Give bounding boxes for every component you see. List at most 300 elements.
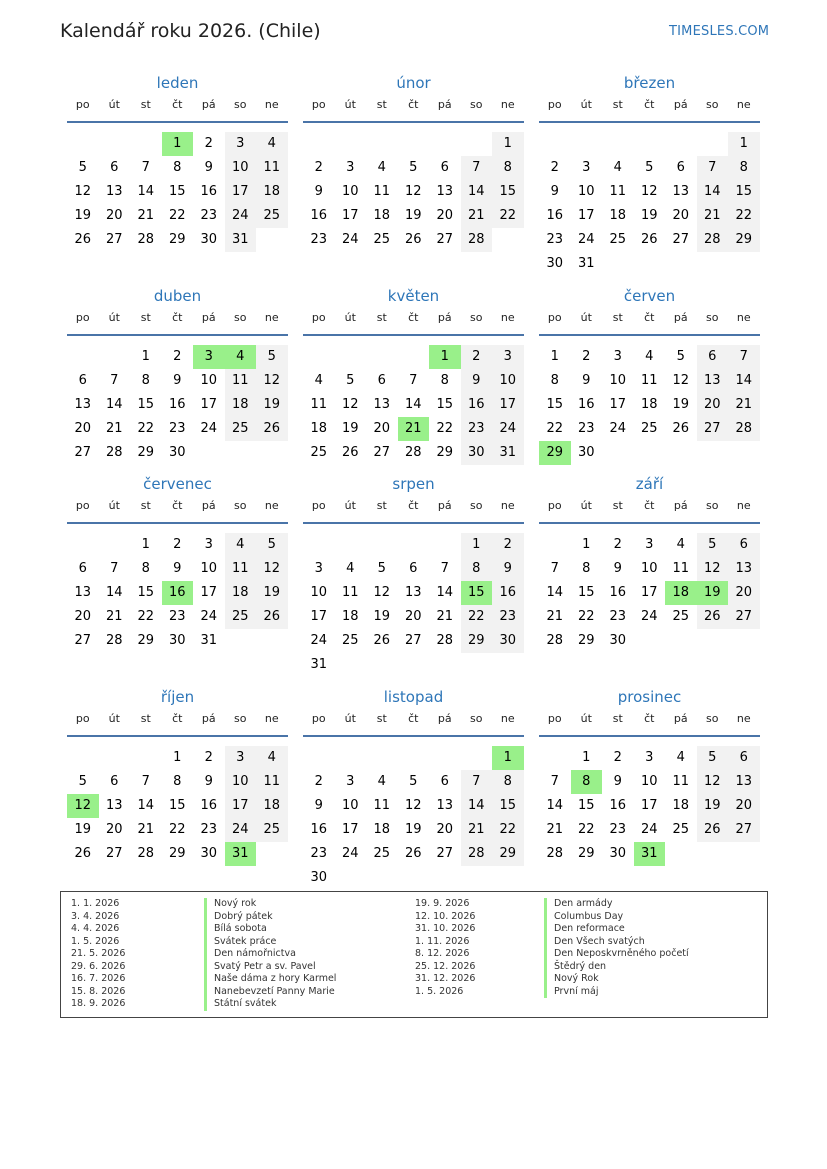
- day-cell: 30: [200, 232, 218, 247]
- day-cell: 11: [609, 184, 627, 199]
- weekday-label: ne: [736, 499, 751, 512]
- day-cell: 1: [582, 750, 591, 765]
- day-cell: 7: [461, 770, 493, 794]
- month-divider: [67, 121, 288, 123]
- weekday-label: čt: [644, 98, 655, 111]
- day-cell: 1: [728, 132, 760, 156]
- weekday-label: so: [706, 98, 719, 111]
- legend-date: 31. 10. 2026: [415, 923, 476, 934]
- day-cell: 14: [105, 397, 123, 412]
- day-cell: 20: [697, 393, 729, 417]
- day-cell: 19: [404, 208, 422, 223]
- weekday-label: ne: [264, 311, 279, 324]
- day-cell: 24: [609, 421, 627, 436]
- day-cell: 9: [492, 557, 524, 581]
- day-cell: 23: [310, 232, 328, 247]
- day-cell: 13: [105, 184, 123, 199]
- day-cell: 4: [676, 750, 685, 765]
- weekday-label: st: [140, 98, 151, 111]
- legend-holiday-name: Nový rok: [204, 898, 256, 911]
- day-cell: 17: [341, 208, 359, 223]
- day-cell: 29: [436, 445, 454, 460]
- day-cell: 7: [440, 561, 449, 576]
- weekday-label: st: [140, 311, 151, 324]
- legend-holiday-name: Den armády: [544, 898, 613, 911]
- day-cell: 24: [640, 822, 658, 837]
- weekday-label: st: [612, 98, 623, 111]
- weekday-label: so: [470, 311, 483, 324]
- day-cell: 8: [492, 770, 524, 794]
- day-cell: 3: [225, 746, 257, 770]
- month-divider: [539, 522, 760, 524]
- day-cell: 23: [200, 822, 218, 837]
- weekday-label: st: [376, 98, 387, 111]
- month-name: březen: [623, 74, 676, 92]
- day-cell: 12: [404, 798, 422, 813]
- month-name: červen: [623, 287, 676, 305]
- day-cell: 22: [492, 204, 524, 228]
- weekday-label: so: [470, 712, 483, 725]
- day-cell: 9: [613, 774, 622, 789]
- day-cell: 8: [173, 774, 182, 789]
- day-cell: 26: [341, 445, 359, 460]
- legend-holiday-name: Štědrý den: [544, 961, 606, 974]
- day-cell: 18: [225, 393, 257, 417]
- day-cell: 17: [640, 798, 658, 813]
- day-cell: 19: [697, 794, 729, 818]
- day-cell: 10: [640, 774, 658, 789]
- weekday-label: pá: [201, 712, 216, 725]
- day-cell: 22: [436, 421, 454, 436]
- day-cell: 25: [373, 846, 391, 861]
- day-cell: 17: [225, 794, 257, 818]
- weekday-label: čt: [172, 499, 183, 512]
- day-cell: 18: [373, 822, 391, 837]
- day-cell: 18: [609, 208, 627, 223]
- legend-holiday-name: Columbus Day: [544, 911, 623, 924]
- day-cell: 10: [341, 184, 359, 199]
- day-cell: 2: [461, 345, 493, 369]
- day-cell: 15: [728, 180, 760, 204]
- weekday-label: so: [470, 98, 483, 111]
- weekday-label: ne: [736, 311, 751, 324]
- weekday-label: st: [612, 311, 623, 324]
- holiday-day-cell: 31: [225, 842, 257, 866]
- day-cell: 20: [728, 794, 760, 818]
- day-cell: 11: [672, 561, 690, 576]
- month-divider: [67, 735, 288, 737]
- weekday-label: pá: [673, 712, 688, 725]
- weekday-label: út: [580, 712, 592, 725]
- day-cell: 27: [436, 846, 454, 861]
- holiday-day-cell: 21: [398, 417, 430, 441]
- legend-holiday-name: Den námořnictva: [204, 948, 296, 961]
- day-cell: 5: [409, 774, 418, 789]
- day-cell: 26: [256, 605, 288, 629]
- page-title: Kalendář roku 2026. (Chile): [60, 20, 321, 42]
- legend-date: 3. 4. 2026: [71, 910, 120, 922]
- weekday-label: po: [311, 712, 326, 725]
- day-cell: 29: [461, 629, 493, 653]
- weekday-label: po: [75, 98, 90, 111]
- day-cell: 28: [546, 846, 564, 861]
- day-cell: 17: [200, 585, 218, 600]
- day-cell: 28: [137, 846, 155, 861]
- day-cell: 8: [141, 373, 150, 388]
- legend-holiday-name: Naše dáma z hory Karmel: [204, 973, 336, 986]
- legend-date: 21. 5. 2026: [71, 948, 126, 959]
- day-cell: 25: [341, 633, 359, 648]
- day-cell: 6: [110, 774, 119, 789]
- weekday-label: pá: [201, 311, 216, 324]
- legend-date: 1. 5. 2026: [415, 985, 464, 997]
- day-cell: 2: [173, 349, 182, 364]
- day-cell: 22: [577, 609, 595, 624]
- weekday-label: so: [234, 712, 247, 725]
- weekday-label: po: [311, 499, 326, 512]
- day-cell: 26: [404, 846, 422, 861]
- legend-date: 19. 9. 2026: [415, 898, 470, 909]
- day-cell: 25: [225, 605, 257, 629]
- month-divider: [303, 334, 524, 336]
- day-cell: 15: [137, 585, 155, 600]
- weekday-label: st: [612, 712, 623, 725]
- weekday-label: pá: [673, 311, 688, 324]
- day-cell: 3: [346, 160, 355, 175]
- day-cell: 11: [373, 798, 391, 813]
- brand-logo-text[interactable]: TIMESLES.COM: [669, 24, 770, 39]
- day-cell: 30: [310, 870, 328, 885]
- day-cell: 23: [577, 421, 595, 436]
- legend-holiday-name: Den Neposkvrněného početí: [544, 948, 689, 961]
- weekday-label: pá: [201, 98, 216, 111]
- day-cell: 5: [78, 160, 87, 175]
- day-cell: 22: [577, 822, 595, 837]
- day-cell: 28: [105, 445, 123, 460]
- day-cell: 8: [461, 557, 493, 581]
- day-cell: 28: [105, 633, 123, 648]
- day-cell: 10: [492, 369, 524, 393]
- day-cell: 10: [310, 585, 328, 600]
- day-cell: 19: [373, 609, 391, 624]
- day-cell: 1: [141, 537, 150, 552]
- day-cell: 27: [672, 232, 690, 247]
- day-cell: 15: [546, 397, 564, 412]
- day-cell: 4: [314, 373, 323, 388]
- day-cell: 6: [78, 561, 87, 576]
- day-cell: 15: [492, 794, 524, 818]
- day-cell: 26: [74, 232, 92, 247]
- day-cell: 25: [672, 822, 690, 837]
- legend-holiday-name: Nový Rok: [544, 973, 599, 986]
- month-name: listopad: [383, 688, 444, 706]
- weekday-label: út: [344, 311, 356, 324]
- day-cell: 9: [204, 160, 213, 175]
- day-cell: 19: [640, 208, 658, 223]
- day-cell: 21: [436, 609, 454, 624]
- day-cell: 15: [577, 585, 595, 600]
- day-cell: 6: [377, 373, 386, 388]
- day-cell: 26: [404, 232, 422, 247]
- day-cell: 13: [105, 798, 123, 813]
- day-cell: 30: [168, 633, 186, 648]
- legend-holiday-name: Den Všech svatých: [544, 936, 645, 949]
- day-cell: 1: [141, 349, 150, 364]
- day-cell: 26: [256, 417, 288, 441]
- legend-date: 16. 7. 2026: [71, 973, 126, 984]
- day-cell: 5: [697, 533, 729, 557]
- day-cell: 23: [492, 605, 524, 629]
- holiday-day-cell: 1: [492, 746, 524, 770]
- day-cell: 21: [461, 204, 493, 228]
- day-cell: 2: [613, 537, 622, 552]
- day-cell: 6: [110, 160, 119, 175]
- day-cell: 27: [728, 605, 760, 629]
- legend-holiday-name: Svátek práce: [204, 936, 276, 949]
- day-cell: 22: [168, 208, 186, 223]
- day-cell: 30: [577, 445, 595, 460]
- day-cell: 21: [697, 204, 729, 228]
- weekday-label: st: [376, 712, 387, 725]
- day-cell: 3: [204, 537, 213, 552]
- day-cell: 27: [404, 633, 422, 648]
- day-cell: 21: [105, 609, 123, 624]
- day-cell: 4: [377, 774, 386, 789]
- day-cell: 25: [640, 421, 658, 436]
- month-name: červenec: [143, 475, 212, 493]
- weekday-label: ne: [264, 499, 279, 512]
- day-cell: 19: [672, 397, 690, 412]
- day-cell: 1: [173, 750, 182, 765]
- month-divider: [67, 522, 288, 524]
- day-cell: 12: [74, 184, 92, 199]
- day-cell: 31: [492, 441, 524, 465]
- day-cell: 7: [550, 561, 559, 576]
- day-cell: 13: [373, 397, 391, 412]
- month-name: srpen: [392, 475, 435, 493]
- day-cell: 9: [314, 184, 323, 199]
- day-cell: 20: [105, 208, 123, 223]
- weekday-label: čt: [408, 712, 419, 725]
- day-cell: 26: [697, 818, 729, 842]
- weekday-label: ne: [736, 712, 751, 725]
- day-cell: 3: [314, 561, 323, 576]
- day-cell: 29: [577, 633, 595, 648]
- legend-date: 12. 10. 2026: [415, 910, 476, 922]
- day-cell: 12: [404, 184, 422, 199]
- day-cell: 14: [546, 798, 564, 813]
- legend-date: 25. 12. 2026: [415, 960, 476, 972]
- weekday-label: pá: [437, 712, 452, 725]
- day-cell: 16: [492, 581, 524, 605]
- holiday-day-cell: 18: [665, 581, 697, 605]
- day-cell: 4: [645, 349, 654, 364]
- day-cell: 5: [409, 160, 418, 175]
- legend-date: 31. 12. 2026: [415, 973, 476, 984]
- day-cell: 18: [310, 421, 328, 436]
- day-cell: 2: [204, 750, 213, 765]
- day-cell: 17: [225, 180, 257, 204]
- day-cell: 1: [550, 349, 559, 364]
- legend-date: 1. 5. 2026: [71, 935, 120, 947]
- day-cell: 24: [577, 232, 595, 247]
- day-cell: 23: [200, 208, 218, 223]
- day-cell: 28: [461, 228, 493, 252]
- day-cell: 30: [492, 629, 524, 653]
- legend-holiday-name: Bílá sobota: [204, 923, 267, 936]
- day-cell: 13: [728, 557, 760, 581]
- day-cell: 24: [225, 818, 257, 842]
- day-cell: 12: [697, 557, 729, 581]
- weekday-label: po: [75, 499, 90, 512]
- day-cell: 17: [492, 393, 524, 417]
- day-cell: 23: [609, 609, 627, 624]
- day-cell: 20: [404, 609, 422, 624]
- weekday-label: st: [376, 311, 387, 324]
- holiday-day-cell: 12: [67, 794, 99, 818]
- day-cell: 17: [640, 585, 658, 600]
- day-cell: 13: [728, 770, 760, 794]
- legend-date: 8. 12. 2026: [415, 948, 470, 959]
- day-cell: 24: [341, 846, 359, 861]
- day-cell: 5: [346, 373, 355, 388]
- holiday-day-cell: 3: [193, 345, 225, 369]
- day-cell: 11: [310, 397, 328, 412]
- day-cell: 12: [373, 585, 391, 600]
- day-cell: 16: [577, 397, 595, 412]
- day-cell: 2: [314, 774, 323, 789]
- day-cell: 18: [672, 798, 690, 813]
- day-cell: 15: [492, 180, 524, 204]
- day-cell: 2: [582, 349, 591, 364]
- day-cell: 30: [546, 256, 564, 271]
- day-cell: 14: [137, 184, 155, 199]
- day-cell: 22: [461, 605, 493, 629]
- day-cell: 12: [672, 373, 690, 388]
- day-cell: 23: [310, 846, 328, 861]
- day-cell: 2: [550, 160, 559, 175]
- day-cell: 30: [168, 445, 186, 460]
- day-cell: 7: [141, 774, 150, 789]
- legend-holiday-name: Dobrý pátek: [204, 911, 273, 924]
- weekday-label: so: [706, 712, 719, 725]
- day-cell: 22: [168, 822, 186, 837]
- legend-holiday-name: Nanebevzetí Panny Marie: [204, 986, 335, 999]
- day-cell: 21: [728, 393, 760, 417]
- day-cell: 30: [609, 633, 627, 648]
- day-cell: 6: [440, 160, 449, 175]
- weekday-label: ne: [264, 98, 279, 111]
- day-cell: 22: [546, 421, 564, 436]
- weekday-label: pá: [437, 499, 452, 512]
- legend-holiday-name: Státní svátek: [204, 998, 276, 1011]
- day-cell: 16: [546, 208, 564, 223]
- day-cell: 22: [137, 609, 155, 624]
- day-cell: 29: [577, 846, 595, 861]
- day-cell: 11: [256, 770, 288, 794]
- day-cell: 7: [550, 774, 559, 789]
- day-cell: 24: [200, 609, 218, 624]
- day-cell: 21: [105, 421, 123, 436]
- weekday-label: čt: [172, 311, 183, 324]
- day-cell: 14: [546, 585, 564, 600]
- day-cell: 3: [492, 345, 524, 369]
- day-cell: 12: [256, 369, 288, 393]
- day-cell: 12: [697, 770, 729, 794]
- day-cell: 17: [609, 397, 627, 412]
- weekday-label: so: [706, 311, 719, 324]
- holiday-day-cell: 1: [162, 132, 194, 156]
- day-cell: 24: [310, 633, 328, 648]
- day-cell: 25: [672, 609, 690, 624]
- day-cell: 6: [728, 533, 760, 557]
- day-cell: 9: [173, 561, 182, 576]
- weekday-label: pá: [437, 311, 452, 324]
- day-cell: 21: [546, 822, 564, 837]
- day-cell: 23: [609, 822, 627, 837]
- holiday-day-cell: 8: [571, 770, 603, 794]
- day-cell: 5: [78, 774, 87, 789]
- day-cell: 20: [436, 208, 454, 223]
- legend-holiday-name: Svatý Petr a sv. Pavel: [204, 961, 316, 974]
- month-divider: [303, 522, 524, 524]
- day-cell: 27: [105, 232, 123, 247]
- holiday-day-cell: 15: [461, 581, 493, 605]
- day-cell: 16: [200, 798, 218, 813]
- day-cell: 3: [225, 132, 257, 156]
- legend-date: 29. 6. 2026: [71, 960, 126, 972]
- day-cell: 14: [404, 397, 422, 412]
- day-cell: 26: [672, 421, 690, 436]
- day-cell: 22: [137, 421, 155, 436]
- day-cell: 18: [256, 180, 288, 204]
- month-name: květen: [387, 287, 440, 305]
- day-cell: 8: [582, 561, 591, 576]
- day-cell: 4: [346, 561, 355, 576]
- weekday-label: po: [547, 712, 562, 725]
- day-cell: 17: [200, 397, 218, 412]
- day-cell: 7: [461, 156, 493, 180]
- day-cell: 16: [200, 184, 218, 199]
- day-cell: 20: [105, 822, 123, 837]
- day-cell: 27: [436, 232, 454, 247]
- weekday-label: po: [547, 98, 562, 111]
- weekday-label: út: [108, 311, 120, 324]
- day-cell: 17: [341, 822, 359, 837]
- day-cell: 9: [204, 774, 213, 789]
- weekday-label: čt: [172, 98, 183, 111]
- day-cell: 2: [613, 750, 622, 765]
- month-name: únor: [396, 74, 431, 92]
- day-cell: 19: [256, 393, 288, 417]
- day-cell: 6: [728, 746, 760, 770]
- day-cell: 14: [137, 798, 155, 813]
- day-cell: 25: [256, 204, 288, 228]
- day-cell: 3: [346, 774, 355, 789]
- day-cell: 9: [461, 369, 493, 393]
- day-cell: 25: [310, 445, 328, 460]
- holiday-legend: [60, 891, 768, 1018]
- legend-holiday-name: První máj: [544, 986, 599, 999]
- day-cell: 14: [436, 585, 454, 600]
- day-cell: 20: [74, 421, 92, 436]
- day-cell: 30: [461, 441, 493, 465]
- day-cell: 6: [697, 345, 729, 369]
- day-cell: 4: [225, 533, 257, 557]
- weekday-label: ne: [500, 712, 515, 725]
- day-cell: 10: [225, 156, 257, 180]
- month-divider: [303, 735, 524, 737]
